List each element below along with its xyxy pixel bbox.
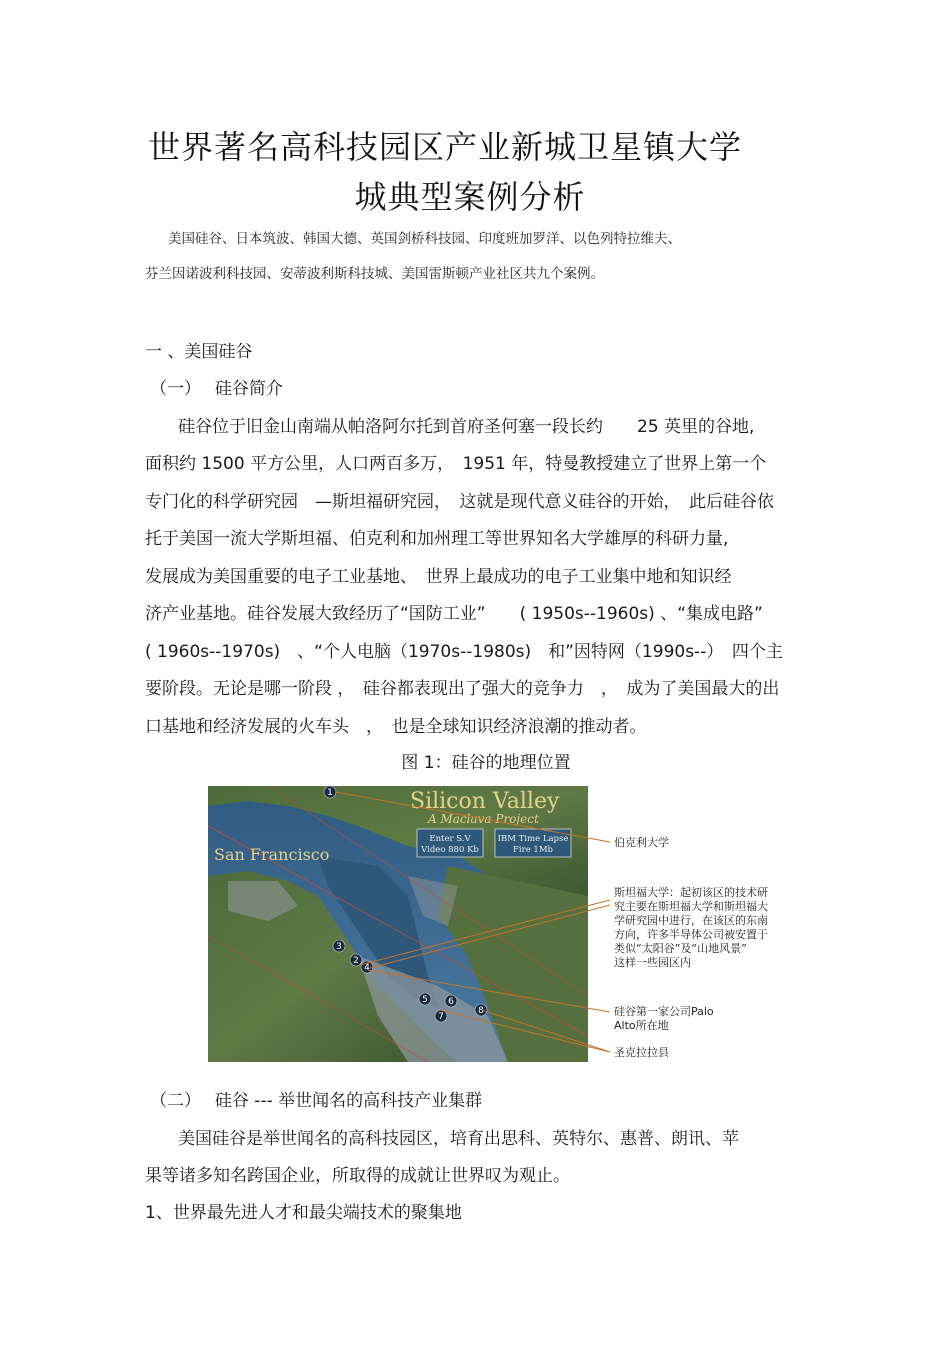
paragraph-line: 发展成为美国重要的电子工业基地、 世界上最成功的电子工业集中地和知识经 xyxy=(145,567,732,587)
annotation-berkeley: 伯克利大学 xyxy=(614,836,669,849)
section-heading: 一 、美国硅谷 xyxy=(145,342,253,362)
map-box1-line2: Video 880 Kb xyxy=(421,845,479,855)
map-marker-label: 2 xyxy=(353,956,359,966)
map-marker-label: 7 xyxy=(438,1012,444,1022)
intro-line1: 美国硅谷、日本筑波、韩国大德、英国剑桥科技园、印度班加罗洋、以色列特拉维夫、 xyxy=(168,231,681,247)
map-marker-label: 5 xyxy=(422,995,428,1005)
map-box1-line1: Enter S.V xyxy=(429,834,471,844)
paragraph-line: 济产业基地。硅谷发展大致经历了“国防工业” ( 1950s--1960s) 、“集成电路” xyxy=(145,604,763,624)
silicon-valley-map xyxy=(208,786,588,1062)
annotation-stanford xyxy=(614,886,768,970)
annotation-stanford-line: 方向，许多半导体公司被安置于 xyxy=(614,928,768,941)
paragraph-line: 美国硅谷是举世闻名的高科技园区，培育出思科、英特尔、惠普、朗讯、苹 xyxy=(178,1129,739,1149)
paragraph-line: 硅谷位于旧金山南端从帕洛阿尔托到首府圣何塞一段长约 25 英里的谷地, xyxy=(178,417,755,437)
map-marker-label: 1 xyxy=(327,788,333,798)
map-marker-label: 6 xyxy=(448,997,454,1007)
annotation-stanford-line: 斯坦福大学：起初该区的技术研 xyxy=(614,886,768,899)
list-item-heading: 1、世界最先进人才和最尖端技术的聚集地 xyxy=(145,1203,462,1223)
map-marker-label: 3 xyxy=(336,942,342,952)
map-subtitle: A Maclava Project xyxy=(428,812,539,826)
paragraph-line: 托于美国一流大学斯坦福、伯克利和加州理工等世界知名大学雄厚的科研力量, xyxy=(145,529,729,549)
annotation-santa-clara: 圣克拉拉县 xyxy=(614,1046,669,1059)
subsection-heading-2: （二） 硅谷 --- 举世闻名的高科技产业集群 xyxy=(150,1091,483,1111)
paragraph-line: 果等诸多知名跨国企业，所取得的成就让世界叹为观止。 xyxy=(145,1166,570,1186)
paragraph-line: 专门化的科学研究园 —斯坦福研究园， 这就是现代意义硅谷的开始， 此后硅谷依 xyxy=(145,492,774,512)
map-title: Silicon Valley xyxy=(410,789,560,814)
figure-caption: 图 1：硅谷的地理位置 xyxy=(401,753,571,773)
paragraph-line: 口基地和经济发展的火车头 ， 也是全球知识经济浪潮的推动者。 xyxy=(145,717,647,737)
map-city-label: San Francisco xyxy=(214,845,330,864)
annotation-stanford-line: 究主要在斯坦福大学和斯坦福大 xyxy=(614,900,768,913)
paragraph-line: 面积约 1500 平方公里，人口两百多万， 1951 年，特曼教授建立了世界上第一个 xyxy=(145,454,767,474)
annotation-palo-alto-line: Alto所在地 xyxy=(614,1019,669,1032)
map-box2-line2: Fire 1Mb xyxy=(513,845,553,855)
paragraph-line: 要阶段。无论是哪一阶段 ， 硅谷都表现出了强大的竞争力 ， 成为了美国最大的出 xyxy=(145,679,780,699)
paragraph-line: ( 1960s--1970s) 、“个人电脑（1970s--1980s) 和”因特网（1990s--） 四个主 xyxy=(145,642,783,662)
annotation-palo-alto xyxy=(614,1005,714,1033)
document-title-line2: 城典型案例分析 xyxy=(354,178,586,216)
annotation-palo-alto-line: 硅谷第一家公司Palo xyxy=(614,1005,714,1018)
annotation-stanford-line: 类似“太阳谷”及“山地风景” xyxy=(614,942,747,955)
document-title-line1: 世界著名高科技园区产业新城卫星镇大学 xyxy=(147,128,742,166)
annotation-stanford-line: 学研究园中进行，在该区的东南 xyxy=(614,914,768,927)
map-box2-line1: IBM Time Lapse xyxy=(497,834,569,844)
subsection-heading-1: （一） 硅谷简介 xyxy=(150,379,283,399)
map-marker-label: 4 xyxy=(364,963,370,973)
map-marker-label: 8 xyxy=(478,1006,484,1016)
intro-line2: 芬兰因诺波利科技园、安蒂波利斯科技城、美国雷斯顿产业社区共九个案例。 xyxy=(145,266,604,282)
map-graphic xyxy=(208,786,588,1062)
annotation-stanford-line: 这样一些园区内 xyxy=(614,956,691,969)
